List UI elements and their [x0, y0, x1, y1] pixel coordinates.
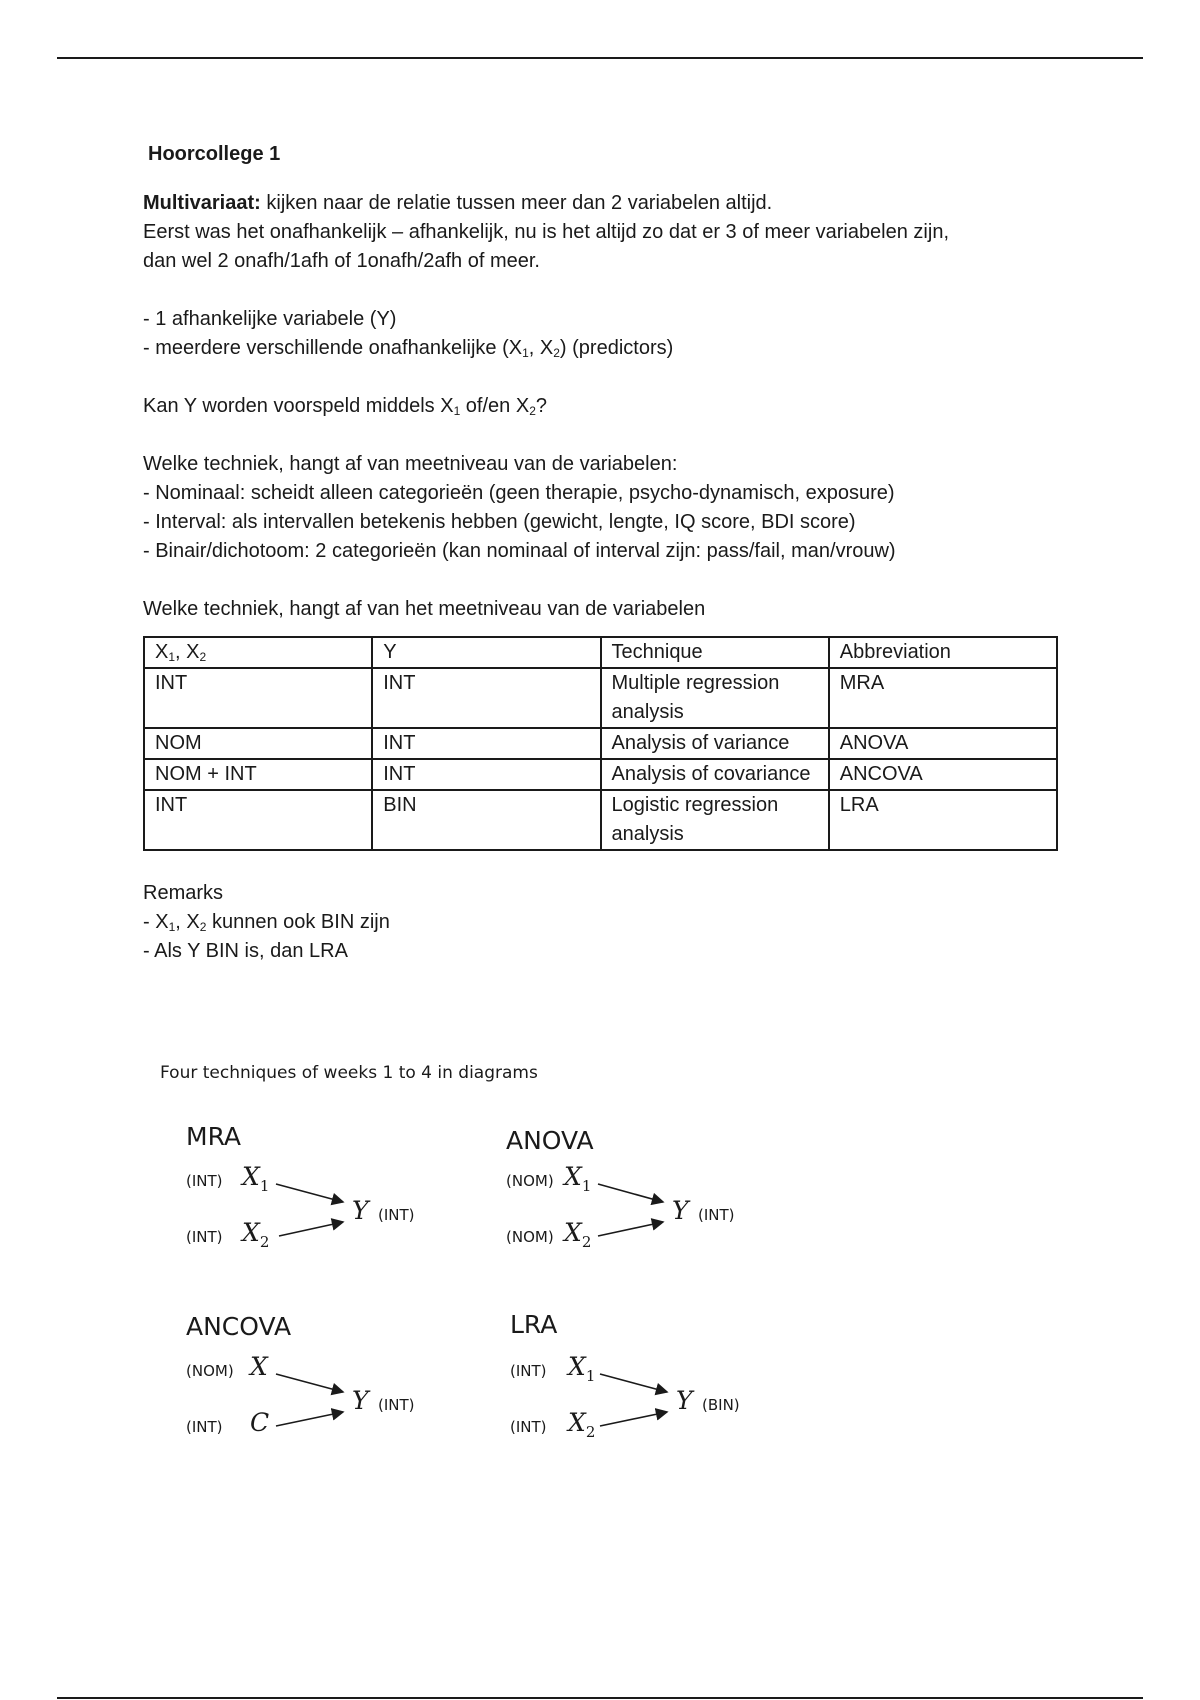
table-row	[144, 790, 1057, 850]
cell-abbreviation: LRA	[829, 790, 1057, 850]
diagram-title: ANCOVA	[186, 1312, 292, 1341]
bottom-rule	[57, 1697, 1143, 1699]
dependent-variable-line: - 1 afhankelijke variabele (Y)	[143, 308, 397, 330]
cell-abbreviation: MRA	[829, 668, 1057, 728]
table-row	[144, 759, 1057, 790]
remarks-section	[143, 879, 1063, 966]
cell-technique: Logistic regression analysis	[601, 790, 829, 850]
technique-table	[143, 636, 1058, 851]
arrow-x1-to-y	[598, 1184, 663, 1202]
diagrams-caption: Four techniques of weeks 1 to 4 in diagrams	[160, 1063, 538, 1083]
table-intro: Welke techniek, hangt af van het meetniveau van de variabelen	[143, 598, 706, 620]
outcome-level: (BIN)	[702, 1396, 740, 1414]
level-label: (INT)	[186, 1228, 223, 1246]
cell-x: INT	[144, 790, 372, 850]
diagram-title: MRA	[186, 1122, 242, 1151]
prediction-question: Kan Y worden voorspeld middels $X_1$ of/en $X_2$?	[143, 395, 547, 418]
level-binary: - Binair/dichotoom: 2 categorieën (kan nominaal of interval zijn: pass/fail, man/vrouw)	[143, 540, 896, 562]
page-title: Hoorcollege 1	[148, 143, 281, 165]
arrow-x2-to-y	[279, 1222, 343, 1236]
predictor-x1: $X_1$	[564, 1162, 592, 1195]
header-x: $X_1$, $X_2$	[144, 637, 372, 668]
cell-abbreviation: ANOVA	[829, 728, 1057, 759]
intro-line-1	[143, 189, 1063, 218]
remarks-heading: Remarks	[143, 882, 224, 904]
arrow-x1-to-y	[276, 1184, 343, 1202]
cell-technique: Analysis of covariance	[601, 759, 829, 790]
level-label: (INT)	[186, 1418, 223, 1436]
diagram-arrows	[510, 1310, 830, 1450]
table-header-row	[144, 637, 1057, 668]
table-row	[144, 728, 1057, 759]
outcome-level: (INT)	[378, 1206, 415, 1224]
arrow-x2-to-y	[600, 1412, 667, 1426]
predictor-x2: $X_2$	[564, 1218, 592, 1251]
diagram-title: LRA	[510, 1310, 558, 1339]
level-label: (INT)	[510, 1362, 547, 1380]
cell-y: INT	[372, 728, 600, 759]
outcome-y: Y	[676, 1386, 693, 1415]
arrow-x1-to-y	[600, 1374, 667, 1392]
intro-line-3: dan wel 2 onafh/1afh of 1onafh/2afh of meer.	[143, 250, 540, 272]
diagram-ancova	[186, 1312, 506, 1452]
top-rule	[57, 57, 1143, 59]
intro-term: Multivariaat:	[143, 192, 261, 214]
remark-1: - $X_1$, $X_2$ kunnen ook BIN zijn	[143, 911, 390, 934]
intro-line-2: Eerst was het onafhankelijk – afhankelijk, nu is het altijd zo dat er 3 of meer variabelen zijn,	[143, 221, 949, 243]
covariate-c: C	[250, 1408, 270, 1437]
level-label: (INT)	[186, 1172, 223, 1190]
predictor-x2: $X_2$	[568, 1408, 596, 1441]
cell-y: INT	[372, 668, 600, 728]
diagram-anova	[506, 1126, 826, 1266]
outcome-level: (INT)	[698, 1206, 735, 1224]
predictor-x1: $X_1$	[568, 1352, 596, 1385]
independent-variables-line: - meerdere verschillende onafhankelijke ($X_1$, $X_2$) (predictors)	[143, 337, 674, 360]
cell-abbreviation: ANCOVA	[829, 759, 1057, 790]
cell-y: BIN	[372, 790, 600, 850]
cell-x: INT	[144, 668, 372, 728]
level-label: (NOM)	[186, 1362, 234, 1380]
predictor-x1: $X_1$	[242, 1162, 270, 1195]
outcome-level: (INT)	[378, 1396, 415, 1414]
predictor-x2: $X_2$	[242, 1218, 270, 1251]
arrow-c-to-y	[276, 1412, 343, 1426]
levels-heading: Welke techniek, hangt af van meetniveau van de variabelen:	[143, 453, 678, 475]
arrow-x2-to-y	[598, 1222, 663, 1236]
cell-y: INT	[372, 759, 600, 790]
intro-definition: kijken naar de relatie tussen meer dan 2 variabelen altijd.	[260, 192, 773, 214]
level-label: (NOM)	[506, 1228, 554, 1246]
level-nominal: - Nominaal: scheidt alleen categorieën (geen therapie, psycho-dynamisch, exposure)	[143, 482, 895, 504]
diagram-lra	[510, 1310, 830, 1450]
cell-x: NOM	[144, 728, 372, 759]
level-label: (INT)	[510, 1418, 547, 1436]
diagram-title: ANOVA	[506, 1126, 594, 1155]
cell-x: NOM + INT	[144, 759, 372, 790]
remark-2: - Als Y BIN is, dan LRA	[143, 940, 348, 962]
header-y: Y	[372, 637, 600, 668]
diagram-mra	[186, 1122, 506, 1262]
level-label: (NOM)	[506, 1172, 554, 1190]
predictor-x: X	[250, 1352, 268, 1381]
header-abbreviation: Abbreviation	[829, 637, 1057, 668]
table-row	[144, 668, 1057, 728]
cell-technique: Multiple regression analysis	[601, 668, 829, 728]
outcome-y: Y	[672, 1196, 689, 1225]
document-body	[143, 140, 1063, 966]
level-interval: - Interval: als intervallen betekenis hebben (gewicht, lengte, IQ score, BDI score)	[143, 511, 856, 533]
header-technique: Technique	[601, 637, 829, 668]
arrow-x-to-y	[276, 1374, 343, 1392]
outcome-y: Y	[352, 1196, 369, 1225]
outcome-y: Y	[352, 1386, 369, 1415]
cell-technique: Analysis of variance	[601, 728, 829, 759]
